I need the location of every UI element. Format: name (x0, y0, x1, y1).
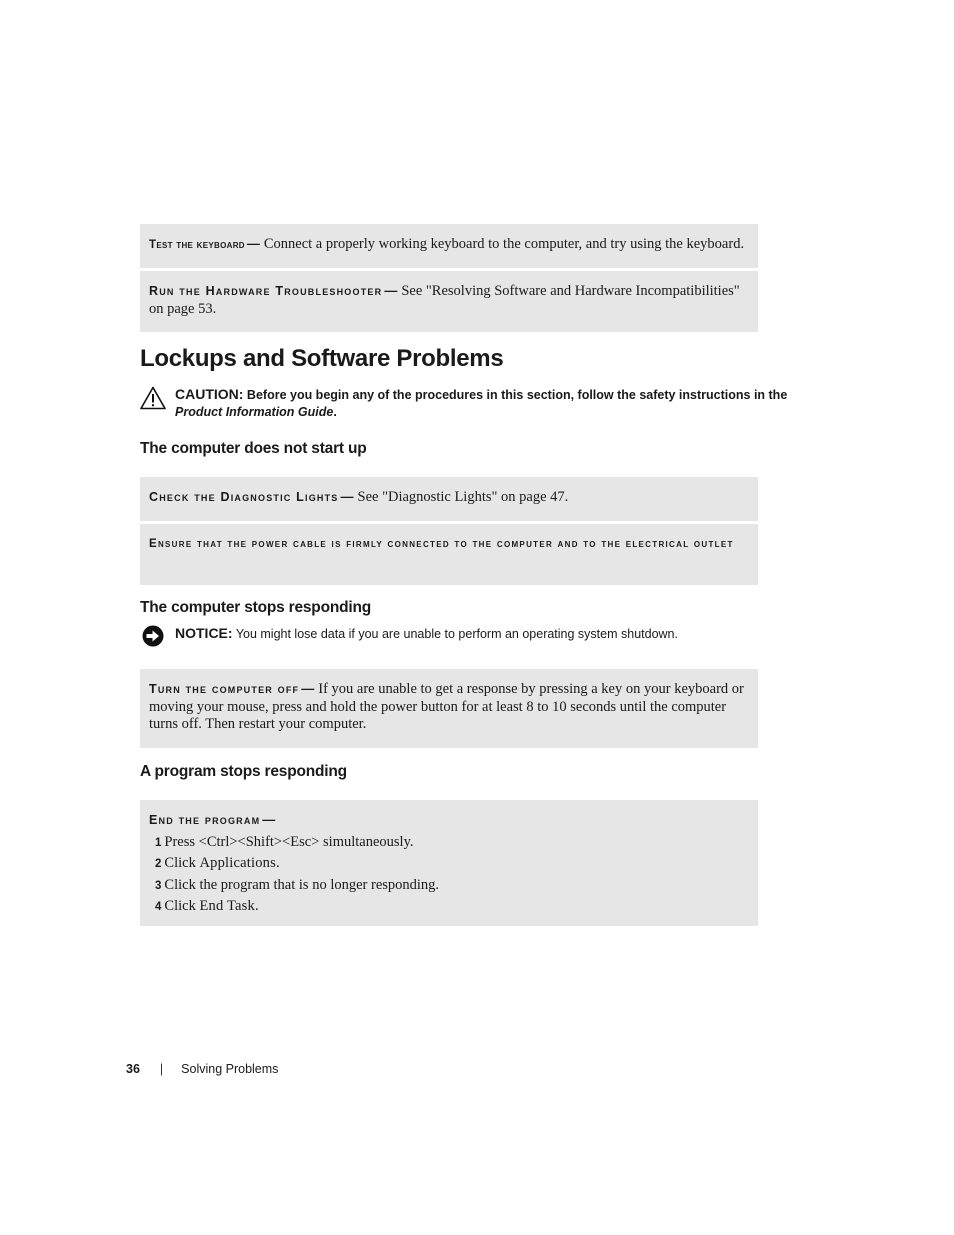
box-text: See "Diagnostic Lights" on page 47. (357, 489, 569, 505)
caution-note (140, 386, 810, 421)
box-text: Connect a properly working keyboard to the computer, and try using the keyboard. (263, 236, 745, 252)
subhead-program: A program stops responding (140, 763, 347, 780)
subhead-stops: The computer stops responding (140, 599, 372, 616)
power-cable-box (140, 524, 758, 585)
subhead-not-start: The computer does not start up (140, 440, 367, 457)
box-title: Turn the computer off (149, 682, 300, 696)
steps-list (155, 834, 749, 917)
list-item (155, 877, 749, 896)
caution-guide-title: Product Information Guide (175, 405, 334, 419)
notice-label: NOTICE: (175, 625, 233, 641)
diagnostic-lights-box (140, 477, 758, 521)
turn-off-box (140, 669, 758, 748)
em-dash: — (246, 236, 260, 251)
caution-text: Before you begin any of the procedures in this section, follow the safety instructions in the (246, 388, 788, 402)
hardware-troubleshooter-box (140, 271, 758, 332)
box-title: Test the keyboard (149, 239, 245, 251)
notice-text: You might lose data if you are unable to perform an operating system shutdown. (235, 627, 678, 641)
list-item (155, 855, 749, 874)
caution-end: . (333, 405, 337, 419)
footer-separator: | (159, 1062, 164, 1076)
box-title: Run the Hardware Troubleshooter (149, 284, 383, 298)
step-ui-term: End Task (199, 898, 255, 914)
notice-note (140, 625, 810, 643)
section-title: Lockups and Software Problems (140, 345, 504, 372)
step-text-end: . (275, 855, 280, 871)
list-item (155, 898, 749, 917)
step-text-end: . (254, 898, 259, 914)
box-title: Ensure that the power cable is firmly connected to the computer and to the electrical outlet (149, 538, 734, 550)
em-dash: — (384, 283, 398, 298)
list-item (155, 834, 749, 853)
em-dash: — (340, 489, 354, 504)
step-text: Press <Ctrl><Shift><Esc> simultaneously. (164, 833, 414, 850)
step-number: 4 (155, 901, 162, 913)
box-text: If you are unable to get a response by pressing a key on your keyboard or moving your mouse, press and hold the power button for at least 8 to 10 seconds until the computer turns off. Then restart your computer. (149, 681, 744, 732)
step-number: 3 (155, 879, 162, 892)
notice-arrow-icon (140, 625, 166, 649)
caution-label: CAUTION: (175, 386, 244, 402)
page-number: 36 (126, 1062, 140, 1076)
step-text: Click (164, 855, 200, 871)
box-text: See "Resolving Software and Hardware Incompatibilities" on page 53. (149, 283, 740, 317)
step-number: 2 (155, 858, 162, 870)
step-number: 1 (155, 836, 162, 849)
step-text: Click (164, 898, 200, 914)
footer-section: Solving Problems (181, 1062, 279, 1076)
em-dash: — (262, 812, 276, 827)
box-title: Check the Diagnostic Lights (149, 490, 339, 504)
end-program-box (140, 800, 758, 926)
caution-triangle-icon (140, 386, 166, 410)
page-footer (126, 1062, 278, 1076)
box-title: End the program (149, 813, 261, 827)
step-ui-term: Applications (199, 855, 276, 871)
step-text: Click the program that is no longer responding. (164, 876, 440, 893)
test-keyboard-box (140, 224, 758, 268)
em-dash: — (301, 681, 315, 696)
